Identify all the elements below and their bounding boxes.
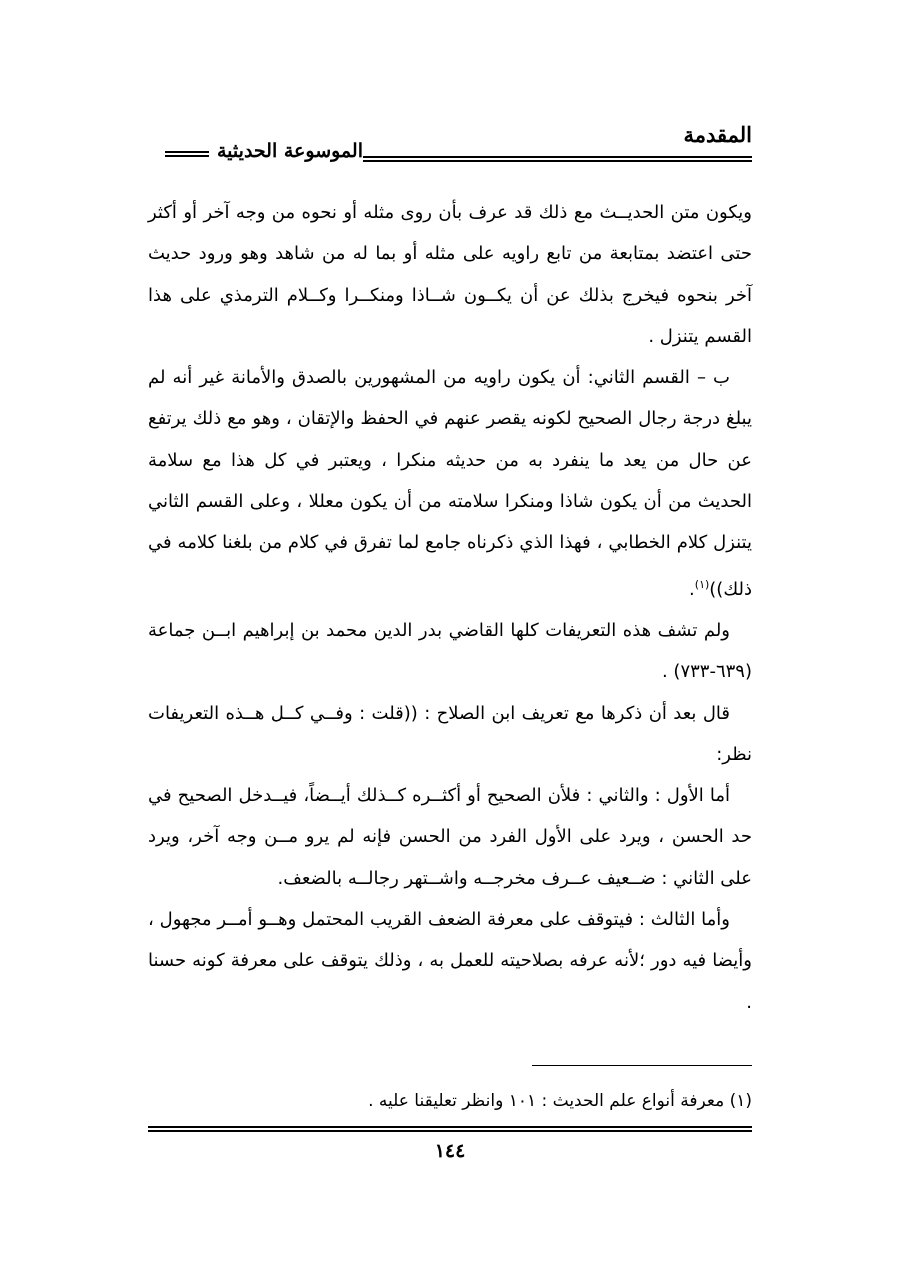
book-title: الموسوعة الحديثية: [217, 140, 363, 162]
footnote-separator: [532, 1065, 752, 1066]
paragraph-3: ولم تشف هذه التعريفات كلها القاضي بدر الدين محمد بن إبراهيم ابــن جماعة (٦٣٩-٧٣٣) .: [148, 619, 752, 683]
paragraph-2: [148, 357, 752, 610]
paragraph-5: أما الأول : والثاني : فلأن الصحيح أو أكثــره كــذلك أيــضاً، فيــدخل الصحيح في حد الحسن ، ويرد على الأول الفرد من الحسن فإنه لم يرو مــن وجه آخر، ويرد على الثاني : ضــعيف عــرف مخرجــه واشــتهر رجالــه بالضعف.: [148, 785, 752, 889]
paragraph-6: وأما الثالث : فيتوقف على معرفة الضعف القريب المحتمل وهــو أمــر مجهول ، وأيضا فيه دور ؛لأنه عرفه بصلاحيته للعمل به ، وذلك يتوقف على معرفة كونه حسنا .: [148, 909, 752, 1013]
header-rule: [363, 156, 752, 162]
page-header: [148, 118, 752, 168]
paragraph-2-tail: .: [689, 578, 695, 600]
paragraph-1: ويكون متن الحديــث مع ذلك قد عرف بأن روى مثله أو نحوه من وجه آخر أو أكثر حتى اعتضد بمتابعة من تابع راويه على مثله أو بما له من شاهد وهو ورود حديث آخر بنحوه فيخرج بذلك عن أن يكــون شــاذا ومنكــرا وكــلام الترمذي على هذا القسم يتنزل .: [148, 202, 752, 347]
header-rule-short: [165, 151, 209, 157]
chapter-title: المقدمة: [683, 122, 752, 147]
footer-rule: [148, 1126, 752, 1132]
paragraph-2-text: ب – القسم الثاني: أن يكون راويه من المشهورين بالصدق والأمانة غير أنه لم يبلغ درجة رجال الصحيح لكونه يقصر عنهم في الحفظ والإتقان ، وهو مع ذلك يرتفع عن حال من يعد ما ينفرد به من حديثه منكرا ، ويعتبر في كل هذا مع سلامة الحديث من أن يكون شاذا ومنكرا سلامته من أن يكون معللا ، وعلى القسم الثاني يتنزل كلام الخطابي ، فهذا الذي ذكرناه جامع لما تفرق في كلام من بلغنا كلامه في ذلك)): [148, 367, 752, 600]
book-title-block: [148, 140, 363, 162]
footnote-reference[interactable]: (١): [694, 577, 710, 591]
footnote-1: (١) معرفة أنواع علم الحديث : ١٠١ وانظر تعليقنا عليه .: [368, 1091, 752, 1111]
page-number: ١٤٤: [434, 1140, 466, 1162]
main-text: [148, 192, 752, 1023]
paragraph-4: قال بعد أن ذكرها مع تعريف ابن الصلاح : ((قلت : وفــي كــل هــذه التعريفات نظر:: [148, 702, 752, 765]
